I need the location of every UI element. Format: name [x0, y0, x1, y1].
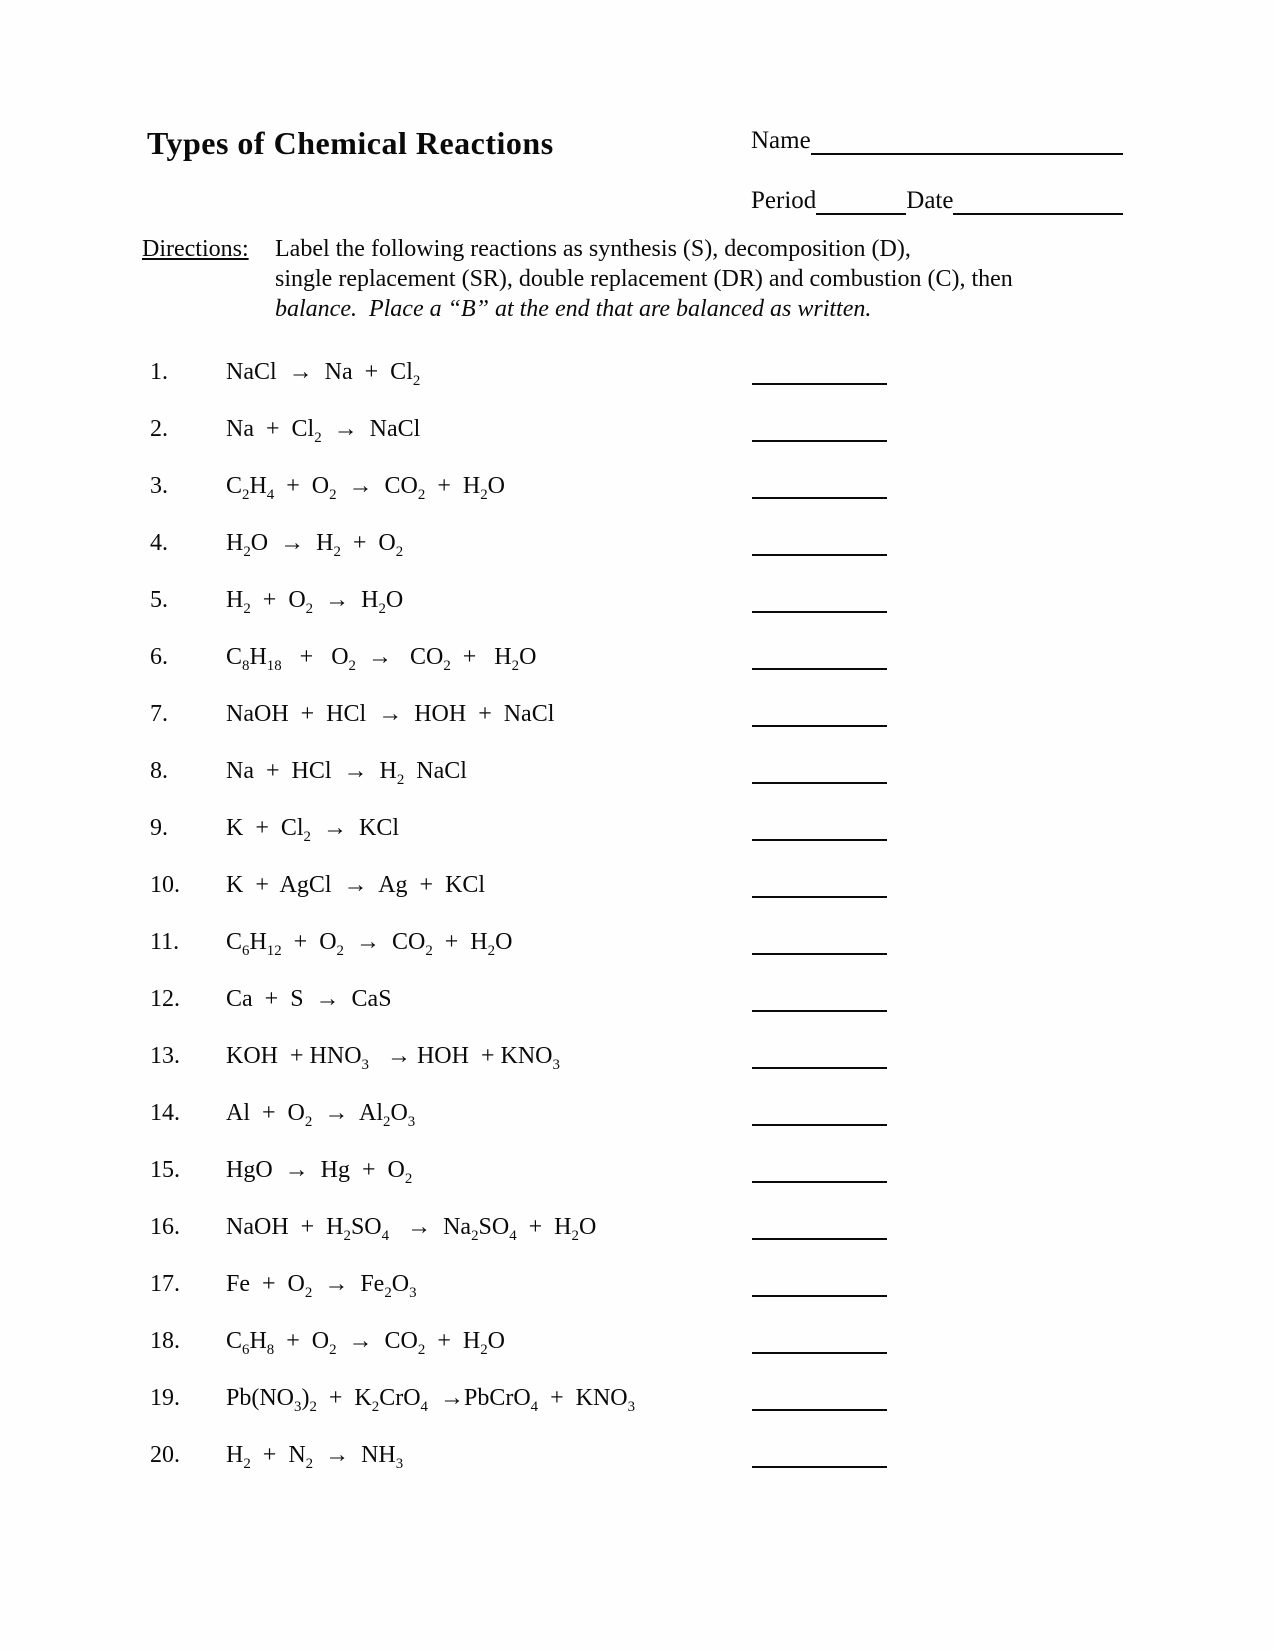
reaction-number: 5. — [150, 587, 168, 613]
reaction-formula: K + AgCl → Ag + KCl — [226, 872, 486, 898]
reaction-number: 20. — [150, 1442, 180, 1468]
reaction-number: 16. — [150, 1214, 180, 1240]
name-blank[interactable] — [811, 127, 1123, 155]
reaction-number: 4. — [150, 530, 168, 556]
directions-text — [275, 234, 1072, 324]
reaction-row — [150, 1212, 887, 1269]
reaction-number: 10. — [150, 872, 180, 898]
reaction-formula: $Al + O_2 \to Al_2O_3$ — [226, 1100, 416, 1130]
answer-blank[interactable] — [752, 1041, 887, 1069]
period-blank[interactable] — [816, 187, 906, 215]
reaction-number: 15. — [150, 1157, 180, 1183]
reaction-number: 6. — [150, 644, 168, 670]
answer-blank[interactable] — [752, 870, 887, 898]
period-label: Period — [751, 187, 817, 214]
reaction-formula: $H_2 + O_2 \to H_2O$ — [226, 587, 404, 617]
answer-blank[interactable] — [752, 585, 887, 613]
reaction-formula: $Pb(NO_3)_2 + K_2CrO_4$ →PbCrO$_4$ + $KNO_3$ — [226, 1385, 636, 1415]
directions-label: Directions: — [142, 236, 249, 262]
answer-blank[interactable] — [752, 528, 887, 556]
page-title: Types of Chemical Reactions — [147, 125, 554, 161]
reaction-formula: NaOH + $H_2SO_4 \to Na_2SO_4 + H_2O$ — [226, 1214, 597, 1244]
answer-blank[interactable] — [752, 1269, 887, 1297]
reaction-formula: $K + Cl_2$ → KCl — [226, 815, 399, 845]
reaction-row — [150, 1383, 887, 1440]
name-label: Name — [751, 127, 811, 154]
reaction-number: 7. — [150, 701, 168, 727]
answer-blank[interactable] — [752, 1098, 887, 1126]
reaction-number: 13. — [150, 1043, 180, 1069]
reaction-row — [150, 1041, 887, 1098]
reaction-row — [150, 357, 887, 414]
answer-blank[interactable] — [752, 1155, 887, 1183]
answer-blank[interactable] — [752, 813, 887, 841]
reaction-formula: NaOH + HCl → HOH + NaCl — [226, 701, 555, 727]
answer-blank[interactable] — [752, 699, 887, 727]
answer-blank[interactable] — [752, 1383, 887, 1411]
answer-blank[interactable] — [752, 1440, 887, 1468]
reaction-number: 12. — [150, 986, 180, 1012]
reaction-row — [150, 414, 887, 471]
directions-block — [142, 234, 1072, 324]
reaction-formula: Ca + S → CaS — [226, 986, 392, 1012]
reaction-number: 9. — [150, 815, 168, 841]
date-label: Date — [906, 187, 954, 214]
reaction-formula: NaCl → $Na + Cl_2$ — [226, 359, 421, 389]
reaction-row — [150, 1155, 887, 1212]
reaction-formula: $H_2 + N_2 \to NH_3$ — [226, 1442, 404, 1472]
reaction-row — [150, 1269, 887, 1326]
reaction-number: 18. — [150, 1328, 180, 1354]
reaction-formula: $C_6H_8 + O_2 \to CO_2 + H_2O$ — [226, 1328, 505, 1358]
reaction-row — [150, 585, 887, 642]
reaction-formula: $C_8H_{18} + O_2 \to CO_2 + H_2O$ — [226, 644, 537, 674]
directions-line-3: balance. Place a “B” at the end that are balanced as written. — [275, 296, 872, 322]
name-row — [751, 127, 1123, 155]
reaction-number: 11. — [150, 929, 180, 955]
reaction-row — [150, 1440, 887, 1497]
reaction-row — [150, 870, 887, 927]
reaction-row — [150, 471, 887, 528]
reaction-number: 1. — [150, 359, 168, 385]
reaction-number: 14. — [150, 1100, 180, 1126]
reaction-row — [150, 984, 887, 1041]
answer-blank[interactable] — [752, 927, 887, 955]
period-date-row — [751, 187, 1123, 215]
directions-line-2: single replacement (SR), double replacement (DR) and combustion (C), then — [275, 266, 1013, 292]
reaction-number: 3. — [150, 473, 168, 499]
reaction-formula: Na + HCl → $H_2$ NaCl — [226, 758, 467, 788]
answer-blank[interactable] — [752, 1212, 887, 1240]
reaction-formula: KOH + $HNO_3$ → HOH + $KNO_3$ — [226, 1043, 560, 1073]
student-info-block — [751, 127, 1123, 215]
directions-line-1: Label the following reactions as synthesis (S), decomposition (D), — [275, 236, 911, 262]
reaction-row — [150, 1326, 887, 1383]
date-blank[interactable] — [953, 187, 1123, 215]
answer-blank[interactable] — [752, 414, 887, 442]
reaction-formula: $H_2O \to H_2 + O_2$ — [226, 530, 404, 560]
reaction-number: 2. — [150, 416, 168, 442]
reaction-row — [150, 642, 887, 699]
reaction-formula: $C_2H_4 + O_2 \to CO_2 + H_2O$ — [226, 473, 505, 503]
answer-blank[interactable] — [752, 357, 887, 385]
reaction-formula: HgO → $Hg + O_2$ — [226, 1157, 413, 1187]
reaction-number: 17. — [150, 1271, 180, 1297]
reaction-number: 8. — [150, 758, 168, 784]
reaction-row — [150, 699, 887, 756]
reaction-list — [150, 357, 887, 1497]
reaction-number: 19. — [150, 1385, 180, 1411]
answer-blank[interactable] — [752, 756, 887, 784]
reaction-row — [150, 528, 887, 585]
reaction-row — [150, 756, 887, 813]
reaction-row — [150, 927, 887, 984]
answer-blank[interactable] — [752, 471, 887, 499]
reaction-row — [150, 1098, 887, 1155]
reaction-formula: $Fe + O_2 \to Fe_2O_3$ — [226, 1271, 417, 1301]
answer-blank[interactable] — [752, 984, 887, 1012]
answer-blank[interactable] — [752, 642, 887, 670]
reaction-row — [150, 813, 887, 870]
answer-blank[interactable] — [752, 1326, 887, 1354]
reaction-formula: $C_6H_{12} + O_2 \to CO_2 + H_2O$ — [226, 929, 513, 959]
reaction-formula: $Na + Cl_2$ → NaCl — [226, 416, 421, 446]
